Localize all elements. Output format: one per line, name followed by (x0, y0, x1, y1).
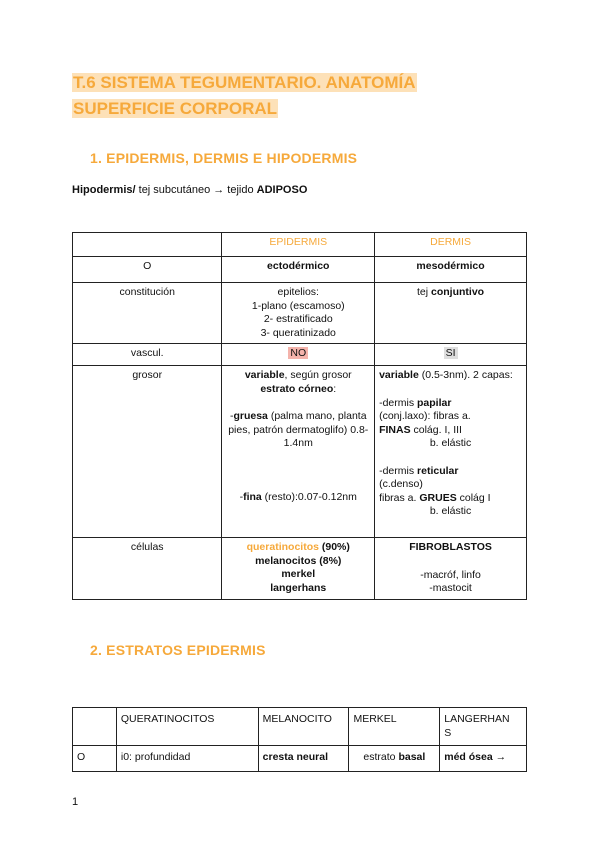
text: , según grosor (284, 369, 352, 381)
table-row (73, 257, 527, 283)
text: - (239, 490, 244, 503)
der-grues-elastic: b. elástic (429, 505, 472, 517)
bold-text: papilar (417, 396, 452, 409)
table-row (73, 344, 527, 366)
mel-origin (258, 746, 349, 772)
table-header-row (73, 708, 527, 746)
der-const-pre: tej (416, 286, 431, 298)
page-number: 1 (72, 796, 79, 808)
epi-langerhans: langerhans (270, 581, 327, 594)
der-papilar (379, 397, 522, 411)
spacer (379, 383, 522, 397)
epi-thickness (222, 366, 375, 538)
header-langerhans-line2: S (444, 726, 452, 739)
bold-text: cresta neural (262, 751, 329, 763)
bold-text: GRUES (419, 491, 457, 504)
epi-gruesa (226, 410, 370, 451)
intro-bold: Hipodermis/ (72, 184, 136, 196)
der-grues (379, 492, 522, 506)
bold-text: gruesa (233, 410, 268, 422)
epi-grosor-line2 (226, 383, 370, 397)
text: estrato (363, 751, 399, 763)
epi-fina (226, 491, 370, 505)
header-epidermis: EPIDERMIS (222, 233, 375, 257)
table-row (73, 746, 527, 772)
der-reticular-2: (c.denso) (379, 478, 423, 490)
bold-text: FINAS (379, 423, 411, 436)
text: -dermis (379, 396, 418, 409)
der-finas-elastic: b. elástic (429, 437, 472, 449)
text: colág. I, III (410, 423, 462, 436)
row-label-origin: O (73, 257, 222, 283)
epi-const-line: 3- queratinizado (260, 326, 336, 339)
section-heading-2: 2. ESTRATOS EPIDERMIS (90, 642, 266, 658)
der-finas (379, 424, 522, 438)
title-line-2: SUPERFICIE CORPORAL (73, 99, 278, 118)
der-grosor-line1 (379, 369, 522, 383)
epi-cells (222, 538, 375, 600)
table-row (73, 283, 527, 344)
der-macrof: -macróf, linfo (420, 568, 481, 581)
epi-grosor-line1 (226, 369, 370, 383)
header-cell-empty (73, 233, 222, 257)
spacer (379, 555, 522, 569)
der-papilar-2: (conj.laxo): fibras a. (379, 410, 471, 422)
row-label-constitution: constitución (73, 283, 222, 344)
section-heading-1: 1. EPIDERMIS, DERMIS E HIPODERMIS (90, 150, 358, 166)
strata-table (72, 707, 527, 772)
text: -dermis (379, 464, 418, 477)
quer-origin: i0: profundidad (116, 746, 258, 772)
text: fibras a. (379, 491, 420, 504)
merkel-origin (349, 746, 440, 772)
bold-text: méd ósea (444, 751, 493, 763)
spacer (379, 451, 522, 465)
title-line-1: T.6 SISTEMA TEGUMENTARIO. ANATOMÍA (73, 73, 416, 92)
header-langerhans (440, 708, 527, 746)
spacer (226, 396, 370, 410)
row-label-cells: células (73, 538, 222, 600)
intro-bold-2: ADIPOSO (256, 184, 308, 196)
spacer (226, 451, 370, 491)
bold-text: reticular (417, 464, 459, 477)
der-origin-value: mesodérmico (416, 260, 485, 272)
der-reticular (379, 465, 522, 479)
epi-queratinocitos (226, 541, 370, 555)
row-label-origin: O (73, 746, 117, 772)
intro-text: tej subcutáneo → tejido (135, 184, 257, 196)
text: (0.5-3nm). 2 capas: (418, 369, 513, 381)
header-dermis: DERMIS (375, 233, 527, 257)
epi-vascular (222, 344, 375, 366)
header-queratinocitos: QUERATINOCITOS (116, 708, 258, 746)
document-title (72, 70, 532, 122)
highlight-text: queratinocitos (246, 541, 319, 553)
bold-text: (90%) (318, 541, 350, 553)
table-row (73, 538, 527, 600)
der-cells (375, 538, 527, 600)
text: → (492, 751, 507, 763)
epi-melanocitos: melanocitos (8%) (255, 554, 342, 567)
text: colág I (456, 491, 491, 504)
der-origin (375, 257, 527, 283)
header-melanocito: MELANOCITO (258, 708, 349, 746)
bold-text: basal (398, 751, 426, 763)
der-vascular (375, 344, 527, 366)
lang-origin (440, 746, 527, 772)
epi-merkel: merkel (281, 568, 316, 580)
row-label-thickness: grosor (73, 366, 222, 538)
bold-text: variable (379, 369, 419, 381)
epi-const-line: epitelios: (277, 286, 319, 298)
header-langerhans-line1: LANGERHAN (444, 713, 510, 725)
text: (resto):0.07-0.12nm (261, 490, 357, 503)
row-label-vascular: vascul. (73, 344, 222, 366)
epi-constitution (222, 283, 375, 344)
der-mastocit: -mastocit (429, 582, 472, 594)
epi-vascular-value: NO (290, 347, 307, 359)
header-cell-empty (73, 708, 117, 746)
der-vascular-value: SI (445, 347, 456, 359)
der-fibroblastos: FIBROBLASTOS (409, 541, 492, 553)
comparison-table (72, 232, 527, 600)
text: : (333, 382, 337, 395)
epi-origin (222, 257, 375, 283)
epi-const-line: 1-plano (escamoso) (251, 299, 345, 312)
epi-const-line: 2- estratificado (263, 313, 333, 325)
header-merkel: MERKEL (349, 708, 440, 746)
bold-text: estrato córneo (260, 382, 334, 395)
der-const-bold: conjuntivo (431, 286, 485, 298)
der-thickness (375, 366, 527, 538)
intro-line (72, 184, 307, 196)
der-constitution (375, 283, 527, 344)
text: (palma mano, planta pies, patrón dermatoglifo) 0.8-1.4nm (228, 410, 369, 449)
bold-text: fina (243, 490, 262, 503)
text: - (229, 410, 234, 422)
table-row (73, 366, 527, 538)
table-header-row (73, 233, 527, 257)
bold-text: variable (244, 369, 285, 381)
epi-origin-value: ectodérmico (267, 260, 330, 272)
